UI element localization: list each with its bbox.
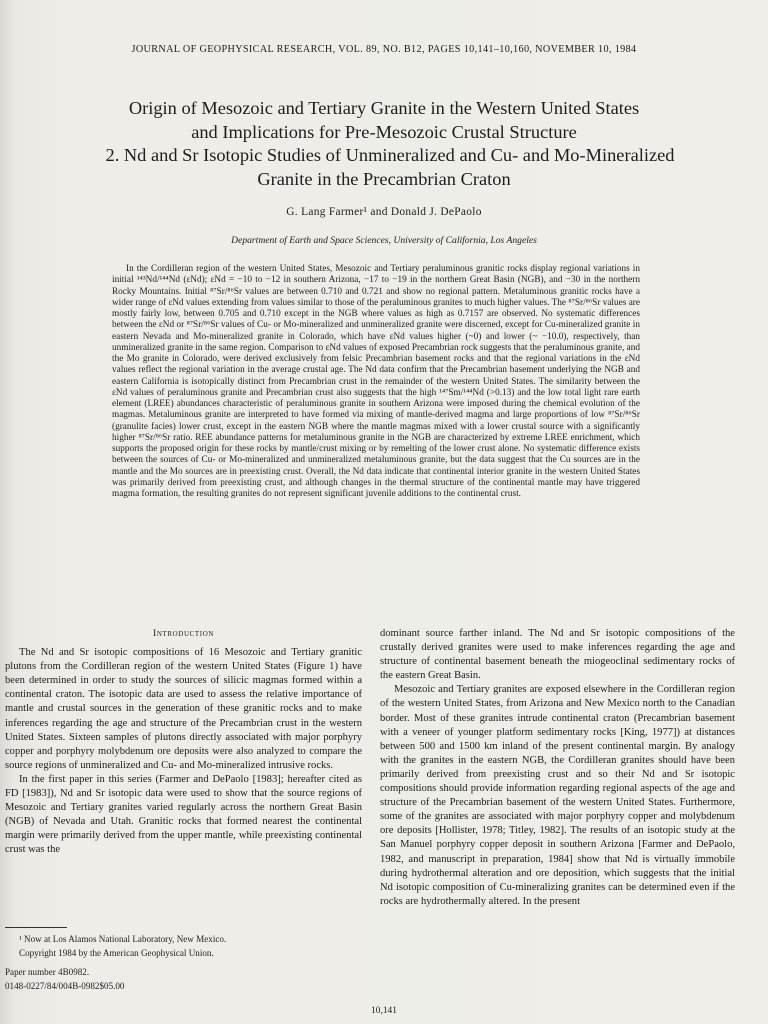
title-line-4: Granite in the Precambrian Craton: [257, 168, 511, 189]
abstract: [112, 264, 640, 500]
intro-paragraph-1: The Nd and Sr isotopic compositions of 16 Mesozoic and Tertiary granitic plutons from the Cordilleran region of the western United States (Figure 1) have been determined in order to study the sources of silicic magmas formed within a continental craton. The isotopic data are used to assess the relative importance of mantle and crustal sources in the generation of these granitic rocks and to make inferences regarding the age and structure of the Precambrian crust in the western United States. Sixteen samples of plutons directly associated with major porphyry copper and porphyry molybdenum ore deposits were also analyzed to compare the source regions of unmineralized and Cu- and Mo-mineralized intrusive rocks.: [5, 647, 362, 771]
title-line-2: and Implications for Pre-Mesozoic Crustal Structure: [191, 121, 577, 142]
affiliation: Department of Earth and Space Sciences, University of California, Los Angeles: [231, 235, 537, 246]
issn-line: 0148-0227/84/004B-0982$05.00: [5, 980, 125, 991]
article-title: [0, 97, 768, 191]
title-line-3: 2. Nd and Sr Isotopic Studies of Unmineralized and Cu- and Mo-Mineralized: [105, 145, 675, 165]
footnote-rule: [5, 927, 67, 928]
footnotes: [5, 933, 362, 993]
running-head: JOURNAL OF GEOPHYSICAL RESEARCH, VOL. 89, NO. B12, PAGES 10,141–10,160, NOVEMBER 10, 1984: [131, 44, 637, 55]
footnote-affiliation-note: ¹ Now at Los Alamos National Laboratory, New Mexico.: [19, 934, 227, 944]
paper-number: Paper number 4B0982.: [5, 967, 90, 977]
page-number: 10,141: [371, 1006, 397, 1016]
copyright-line: Copyright 1984 by the American Geophysical Union.: [19, 947, 214, 958]
intro-paragraph-3: Mesozoic and Tertiary granites are exposed elsewhere in the Cordilleran region of the western United States, from Arizona and New Mexico north to the Canadian border. Most of these granites intrude continental craton (Precambrian basement with a veneer of younger platform sedimentary rocks [King, 1977]) at distances between 500 and 1500 km inland of the present continental margin. By analogy with the granites in the eastern NGB, the Cordilleran granites should have been primarily derived from preexisting crust and so their Nd and Sr isotopic compositions should provide information regarding regional aspects of the age and structure of the Precambrian basement of the western United States. Furthermore, some of the granites are associated with major porphyry copper and molybdenum ore deposits [Hollister, 1978; Titley, 1982]. The results of an isotopic study at the San Manuel porphyry copper deposit in southern Arizona [Farmer and DePaolo, 1982, and manuscript in preparation, 1984] show that Nd is virtually immobile during hydrothermal alteration and ore deposition, which suggests that the initial Nd isotopic composition of Cu-mineralizing granites can be determined even if the rocks are hydrothermally altered. In the present: [380, 684, 735, 907]
title-line-1: Origin of Mesozoic and Tertiary Granite in the Western United States: [128, 98, 640, 118]
intro-paragraph-2: In the first paper in this series (Farmer and DePaolo [1983]; hereafter cited as FD [1983]), Nd and Sr isotopic data were used to show that the source regions of Mesozoic and Tertiary granites varied regularly across the northern Great Basin (NGB) of Nevada and Utah. Granitic rocks that formed nearest the continental margin were primarily derived from the upper mantle, while preexisting continental crust was the: [5, 773, 362, 856]
intro-paragraph-continued: dominant source farther inland. The Nd and Sr isotopic compositions of the crustally derived granites were used to make inferences regarding the age and structure of continental basement beneath the miogeoclinal sedimentary rocks of the eastern Great Basin.: [380, 628, 735, 682]
authors: G. Lang Farmer¹ and Donald J. DePaolo: [286, 206, 482, 218]
right-column: [380, 627, 735, 909]
section-heading-introduction: Introduction: [152, 628, 214, 639]
left-column: [5, 627, 362, 858]
abstract-text: In the Cordilleran region of the western United States, Mesozoic and Tertiary peraluminous granitic rocks display regional variations in initial ¹⁴³Nd/¹⁴⁴Nd (εNd); εNd = −10 to −12 in southern Arizona, −17 to −19 in the northern Great Basin (NGB), and −30 in the northern Rocky Mountains. Initial ⁸⁷Sr/⁸⁶Sr values are between 0.710 and 0.721 and show no regional pattern. Metaluminous granitic rocks have a wider range of εNd values extending from values similar to those of the peraluminous granites to much higher values. The ⁸⁷Sr/⁸⁶Sr values are mostly fairly low, between 0.705 and 0.710 except in the NGB where values as high as 0.7157 are observed. No systematic differences between the εNd or ⁸⁷Sr/⁸⁶Sr values of Cu- or Mo-mineralized and unmineralized granite were discerned, except for Cu-mineralized granite in eastern Nevada and Mo-mineralized granite in Colorado, which have εNd values higher (~0) and lower (~ −10.0), respectively, than unmineralized granite in the same region. Comparison to εNd values of exposed Precambrian rock suggests that the peraluminous granite, and the Mo granite in Colorado, were derived exclusively from felsic Precambrian basement rocks and that the regional variations in the εNd values reflect the regional variation in the average crustal age. The Nd data confirm that the Precambrian basement underlying the NGB and eastern California is isotopically distinct from Precambrian crust in the remainder of the western United States. The similarity between the εNd values of peraluminous granite and Precambrian crust also suggests that the high ¹⁴⁷Sm/¹⁴⁴Nd (>0.13) and the low total light rare earth element (LREE) abundances characteristic of peraluminous granite in southern Arizona were imposed during the chemical evolution of the magmas. Metaluminous granite are interpreted to have formed via mixing of mantle-derived magma and large proportions of low ⁸⁷Sr/⁸⁶Sr (granulite facies) lower crust, except in the eastern NGB where the mantle magmas mixed with a lower crustal source with a significantly higher ⁸⁷Sr/⁸⁶Sr ratio. REE abundance patterns for metaluminous granite in the NGB are characterized by extreme LREE enrichment, which supports the proposed origin for these rocks by mantle/crust mixing or by remelting of the lower crust alone. No systematic difference exists between the sources of Cu- or Mo-mineralized and unmineralized metaluminous granite, but the data suggest that the Cu sources are in the mantle and the Mo sources are in preexisting crust. Overall, the Nd data indicate that continental interior granite in the western United States was primarily derived from preexisting crust, and although changes in the thermal structure of the continental mantle may have triggered magma formation, the resulting granites do not represent significant juvenile additions to the continental crust.: [112, 264, 640, 499]
